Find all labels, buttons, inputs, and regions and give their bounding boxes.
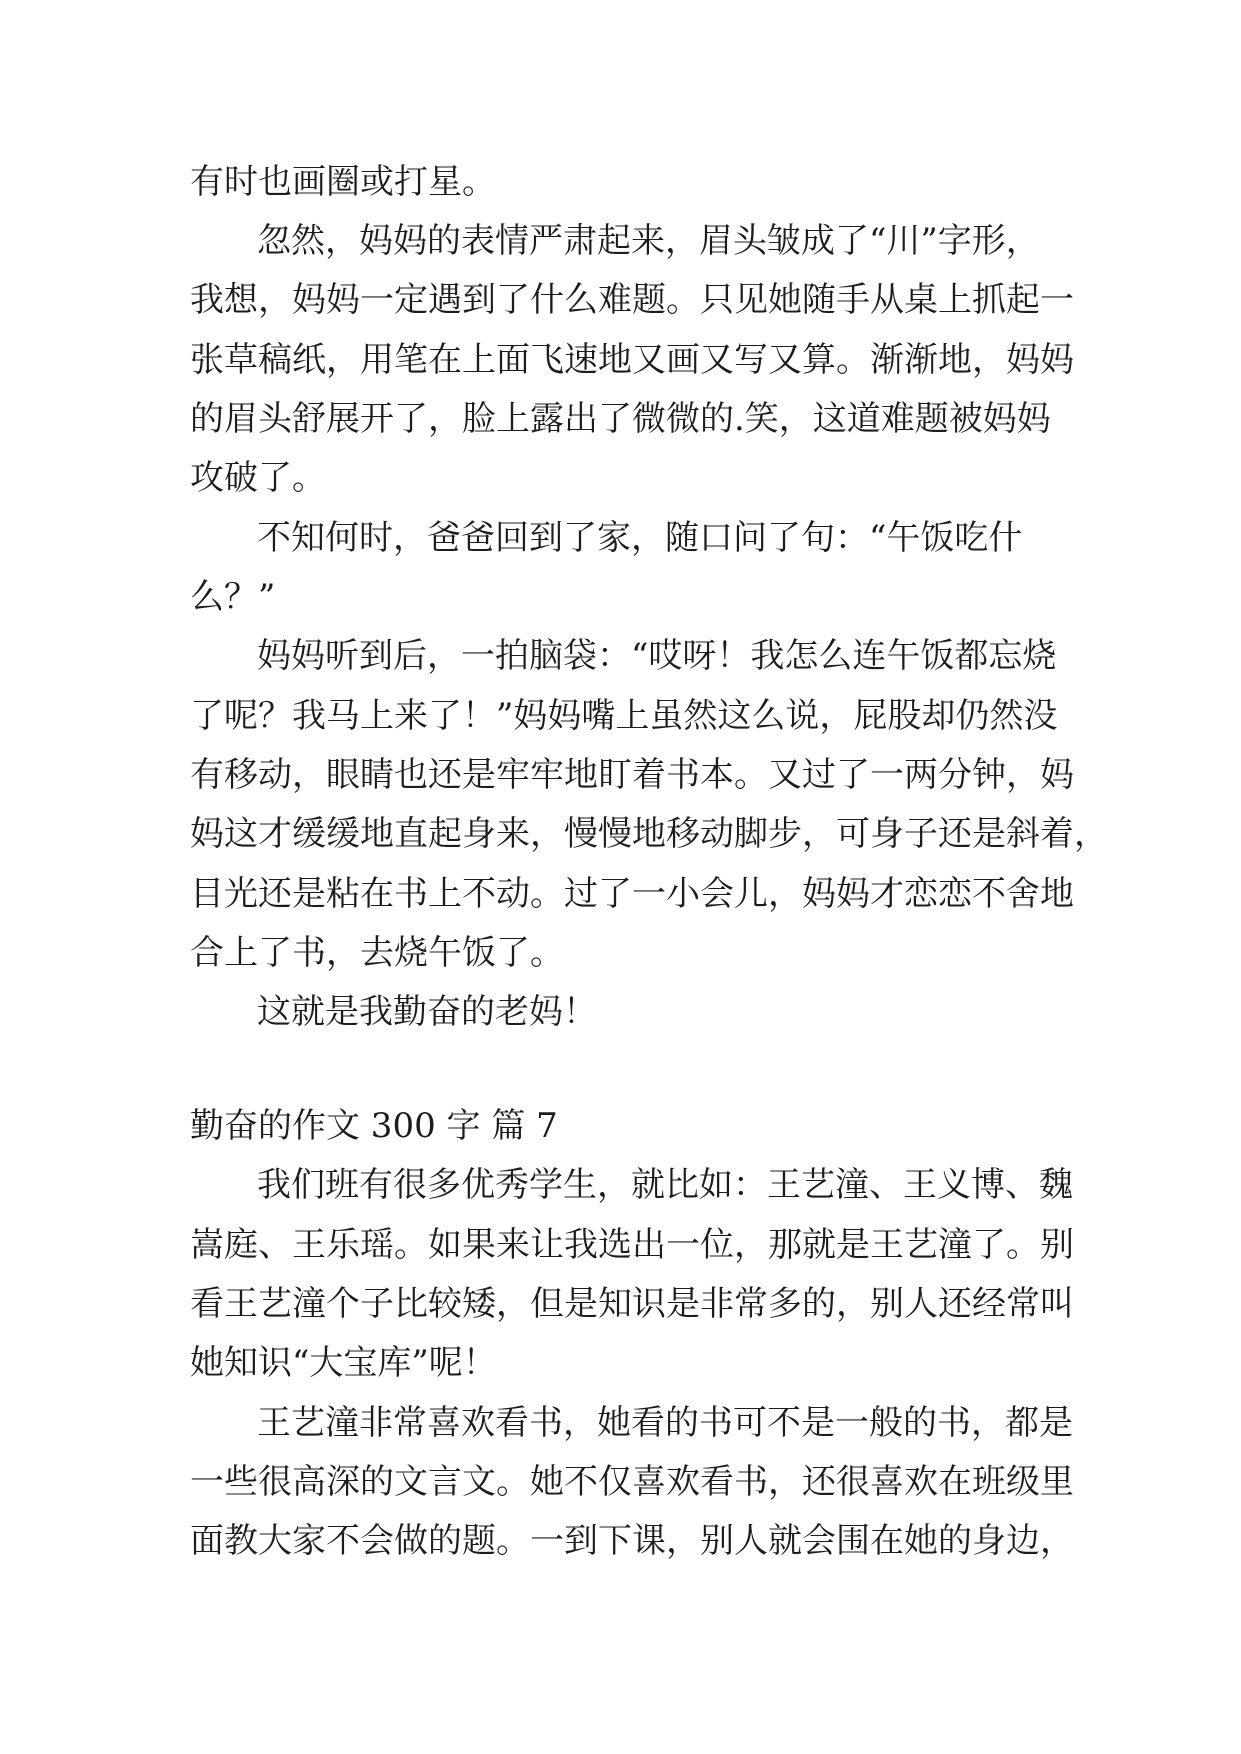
text-line: 这就是我勤奋的老妈！ [257, 992, 597, 1032]
text-line: 她知识“大宝库”呢！ [190, 1343, 497, 1383]
text-line: 的眉头舒展开了，脸上露出了微微的.笑，这道难题被妈妈 [190, 399, 1051, 439]
text-line: 忽然，妈妈的表情严肃起来，眉头皱成了“川”字形， [257, 221, 1040, 261]
text-line: 不知何时，爸爸回到了家，随口问了句：“午饭吃什 [257, 518, 1023, 558]
text-line: 张草稿纸，用笔在上面飞速地又画又写又算。渐渐地，妈妈 [190, 340, 1074, 380]
text-line: 一些很高深的文言文。她不仅喜欢看书，还很喜欢在班级里 [190, 1462, 1074, 1502]
text-line: 有时也画圈或打星。 [190, 162, 496, 202]
text-line: 么？” [190, 577, 276, 617]
text-line: 合上了书，去烧午饭了。 [190, 933, 564, 973]
text-line: 妈妈听到后，一拍脑袋：“哎呀！我怎么连午饭都忘烧 [257, 636, 1057, 676]
section-heading: 勤奋的作文 300 字 篇 7 [190, 1106, 558, 1146]
text-line: 我们班有很多优秀学生，就比如：王艺潼、王义博、魏 [257, 1165, 1073, 1205]
text-line: 王艺潼非常喜欢看书，她看的书可不是一般的书，都是 [257, 1403, 1073, 1443]
text-line: 面教大家不会做的题。一到下课，别人就会围在她的身边， [190, 1521, 1074, 1561]
text-line: 攻破了。 [190, 458, 326, 498]
text-line: 妈这才缓缓地直起身来，慢慢地移动脚步，可身子还是斜着， [190, 814, 1108, 854]
text-line: 有移动，眼睛也还是牢牢地盯着书本。又过了一两分钟，妈 [190, 755, 1074, 795]
text-line: 我想，妈妈一定遇到了什么难题。只见她随手从桌上抓起一 [190, 280, 1074, 320]
text-line: 看王艺潼个子比较矮，但是知识是非常多的，别人还经常叫 [190, 1284, 1074, 1324]
text-line: 嵩庭、王乐瑶。如果来让我选出一位，那就是王艺潼了。别 [190, 1225, 1074, 1265]
text-line: 目光还是粘在书上不动。过了一小会儿，妈妈才恋恋不舍地 [190, 874, 1074, 914]
text-line: 了呢？我马上来了！”妈妈嘴上虽然这么说，屁股却仍然没 [190, 696, 1058, 736]
